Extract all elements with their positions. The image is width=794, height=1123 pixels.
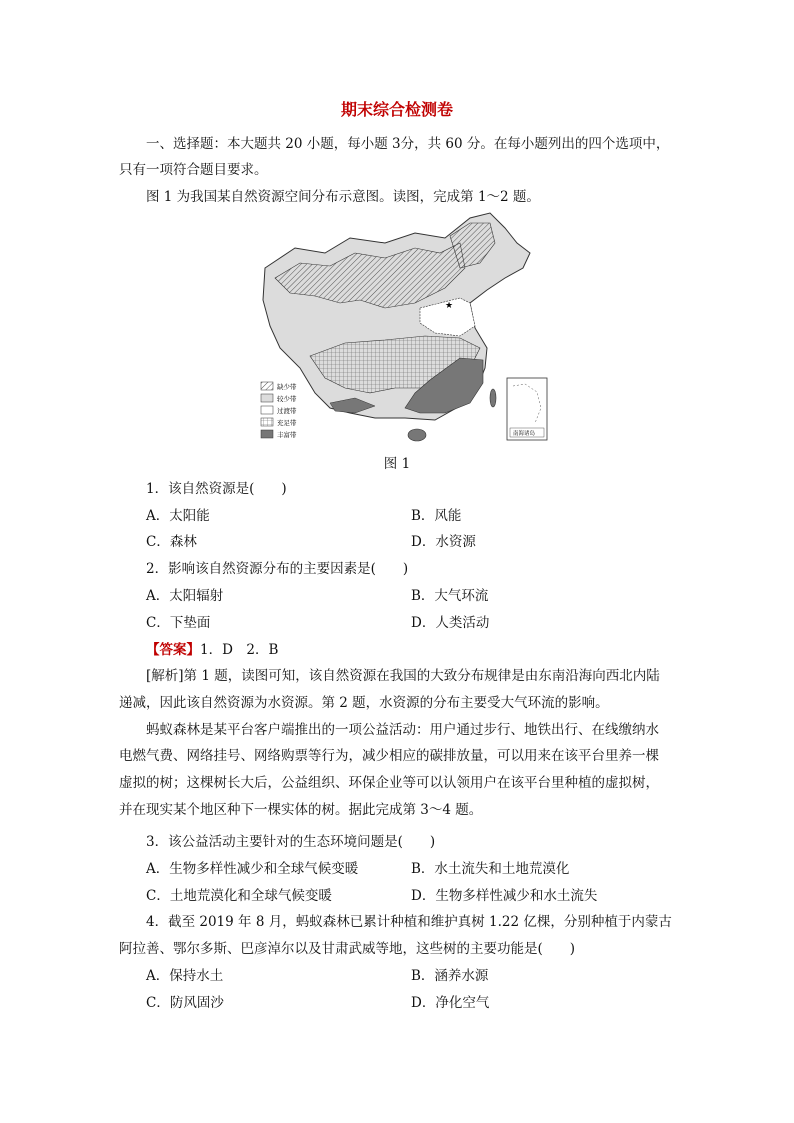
south-china-sea-inset (507, 378, 547, 440)
intro2-line1: 蚂蚁森林是某平台客户端推出的一项公益活动：用户通过步行、地铁出行、在线缴纳水 (146, 722, 659, 738)
intro2-line2: 电燃气费、网络挂号、网络购票等行为，减少相应的碳排放量，可以用来在该平台里养一棵 (119, 748, 659, 764)
q2-option-d: D．人类活动 (411, 615, 490, 631)
q3-stem: 3．该公益活动主要针对的生态环境问题是( ) (146, 834, 436, 850)
q2-stem: 2．影响该自然资源分布的主要因素是( ) (146, 561, 409, 577)
q3-option-c: C．土地荒漠化和全球气候变暖 (146, 888, 332, 904)
legend-label-1: 较少带 (277, 395, 297, 403)
analysis-line1: [解析]第 1 题，读图可知，该自然资源在我国的大致分布规律是由东南沿海向西北内陆 (146, 668, 660, 684)
answer-tag: 【答案】 (146, 642, 200, 658)
q3-option-b: B．水土流失和土地荒漠化 (411, 861, 570, 877)
page-title: 期末综合检测卷 (340, 100, 453, 119)
china-resource-map (255, 208, 551, 452)
map-legend (261, 382, 297, 439)
answer-line (146, 640, 278, 660)
q1-stem: 1．该自然资源是( ) (146, 481, 287, 497)
q2-option-b: B．大气环流 (411, 588, 489, 604)
q1-option-a: A．太阳能 (146, 508, 210, 524)
legend-label-4: 丰富带 (277, 431, 297, 439)
intro2-line3: 虚拟的树；这棵树长大后，公益组织、环保企业等可以认领用户在该平台里种植的虚拟树， (119, 775, 659, 791)
q4-option-c: C．防风固沙 (146, 995, 224, 1011)
legend-label-2: 过渡带 (277, 407, 297, 415)
analysis-line2: 递减，因此该自然资源为水资源。第 2 题，水资源的分布主要受大气环流的影响。 (119, 695, 609, 711)
section-instructions-line1: 一、选择题：本大题共 20 小题，每小题 3分，共 60 分。在每小题列出的四个选项中， (146, 136, 670, 152)
q1-option-d: D．水资源 (411, 534, 476, 550)
q4-stem-line1: 4．截至 2019 年 8 月，蚂蚁森林已累计种植和维护真树 1.22 亿棵，分别种植于内蒙古 (146, 914, 672, 930)
figure-caption: 图 1 (383, 456, 411, 472)
capital-star-icon: ★ (445, 301, 454, 311)
intro2-line4: 并在现实某个地区种下一棵实体的树。据此完成第 3～4 题。 (119, 802, 483, 818)
q4-option-b: B．涵养水源 (411, 968, 489, 984)
section-instructions-line2: 只有一项符合题目要求。 (119, 162, 268, 178)
q2-option-a: A．太阳辐射 (146, 588, 224, 604)
q1-option-b: B．风能 (411, 508, 462, 524)
inset-label: 南海诸岛 (513, 431, 536, 437)
q3-option-a: A．生物多样性减少和全球气候变暖 (146, 861, 359, 877)
q4-option-d: D．净化空气 (411, 995, 490, 1011)
legend-label-0: 缺少带 (277, 383, 297, 391)
q2-option-c: C．下垫面 (146, 615, 211, 631)
answer-text: 1．D 2．B (200, 642, 279, 658)
q3-option-d: D．生物多样性减少和水土流失 (411, 888, 598, 904)
q4-option-a: A．保持水土 (146, 968, 224, 984)
q1-option-c: C．森林 (146, 534, 197, 550)
intro-figure-1: 图 1 为我国某自然资源空间分布示意图。读图，完成第 1～2 题。 (146, 189, 540, 205)
legend-label-3: 充足带 (277, 419, 297, 427)
q4-stem-line2: 阿拉善、鄂尔多斯、巴彦淖尔以及甘肃武威等地，这些树的主要功能是( ) (119, 941, 576, 957)
